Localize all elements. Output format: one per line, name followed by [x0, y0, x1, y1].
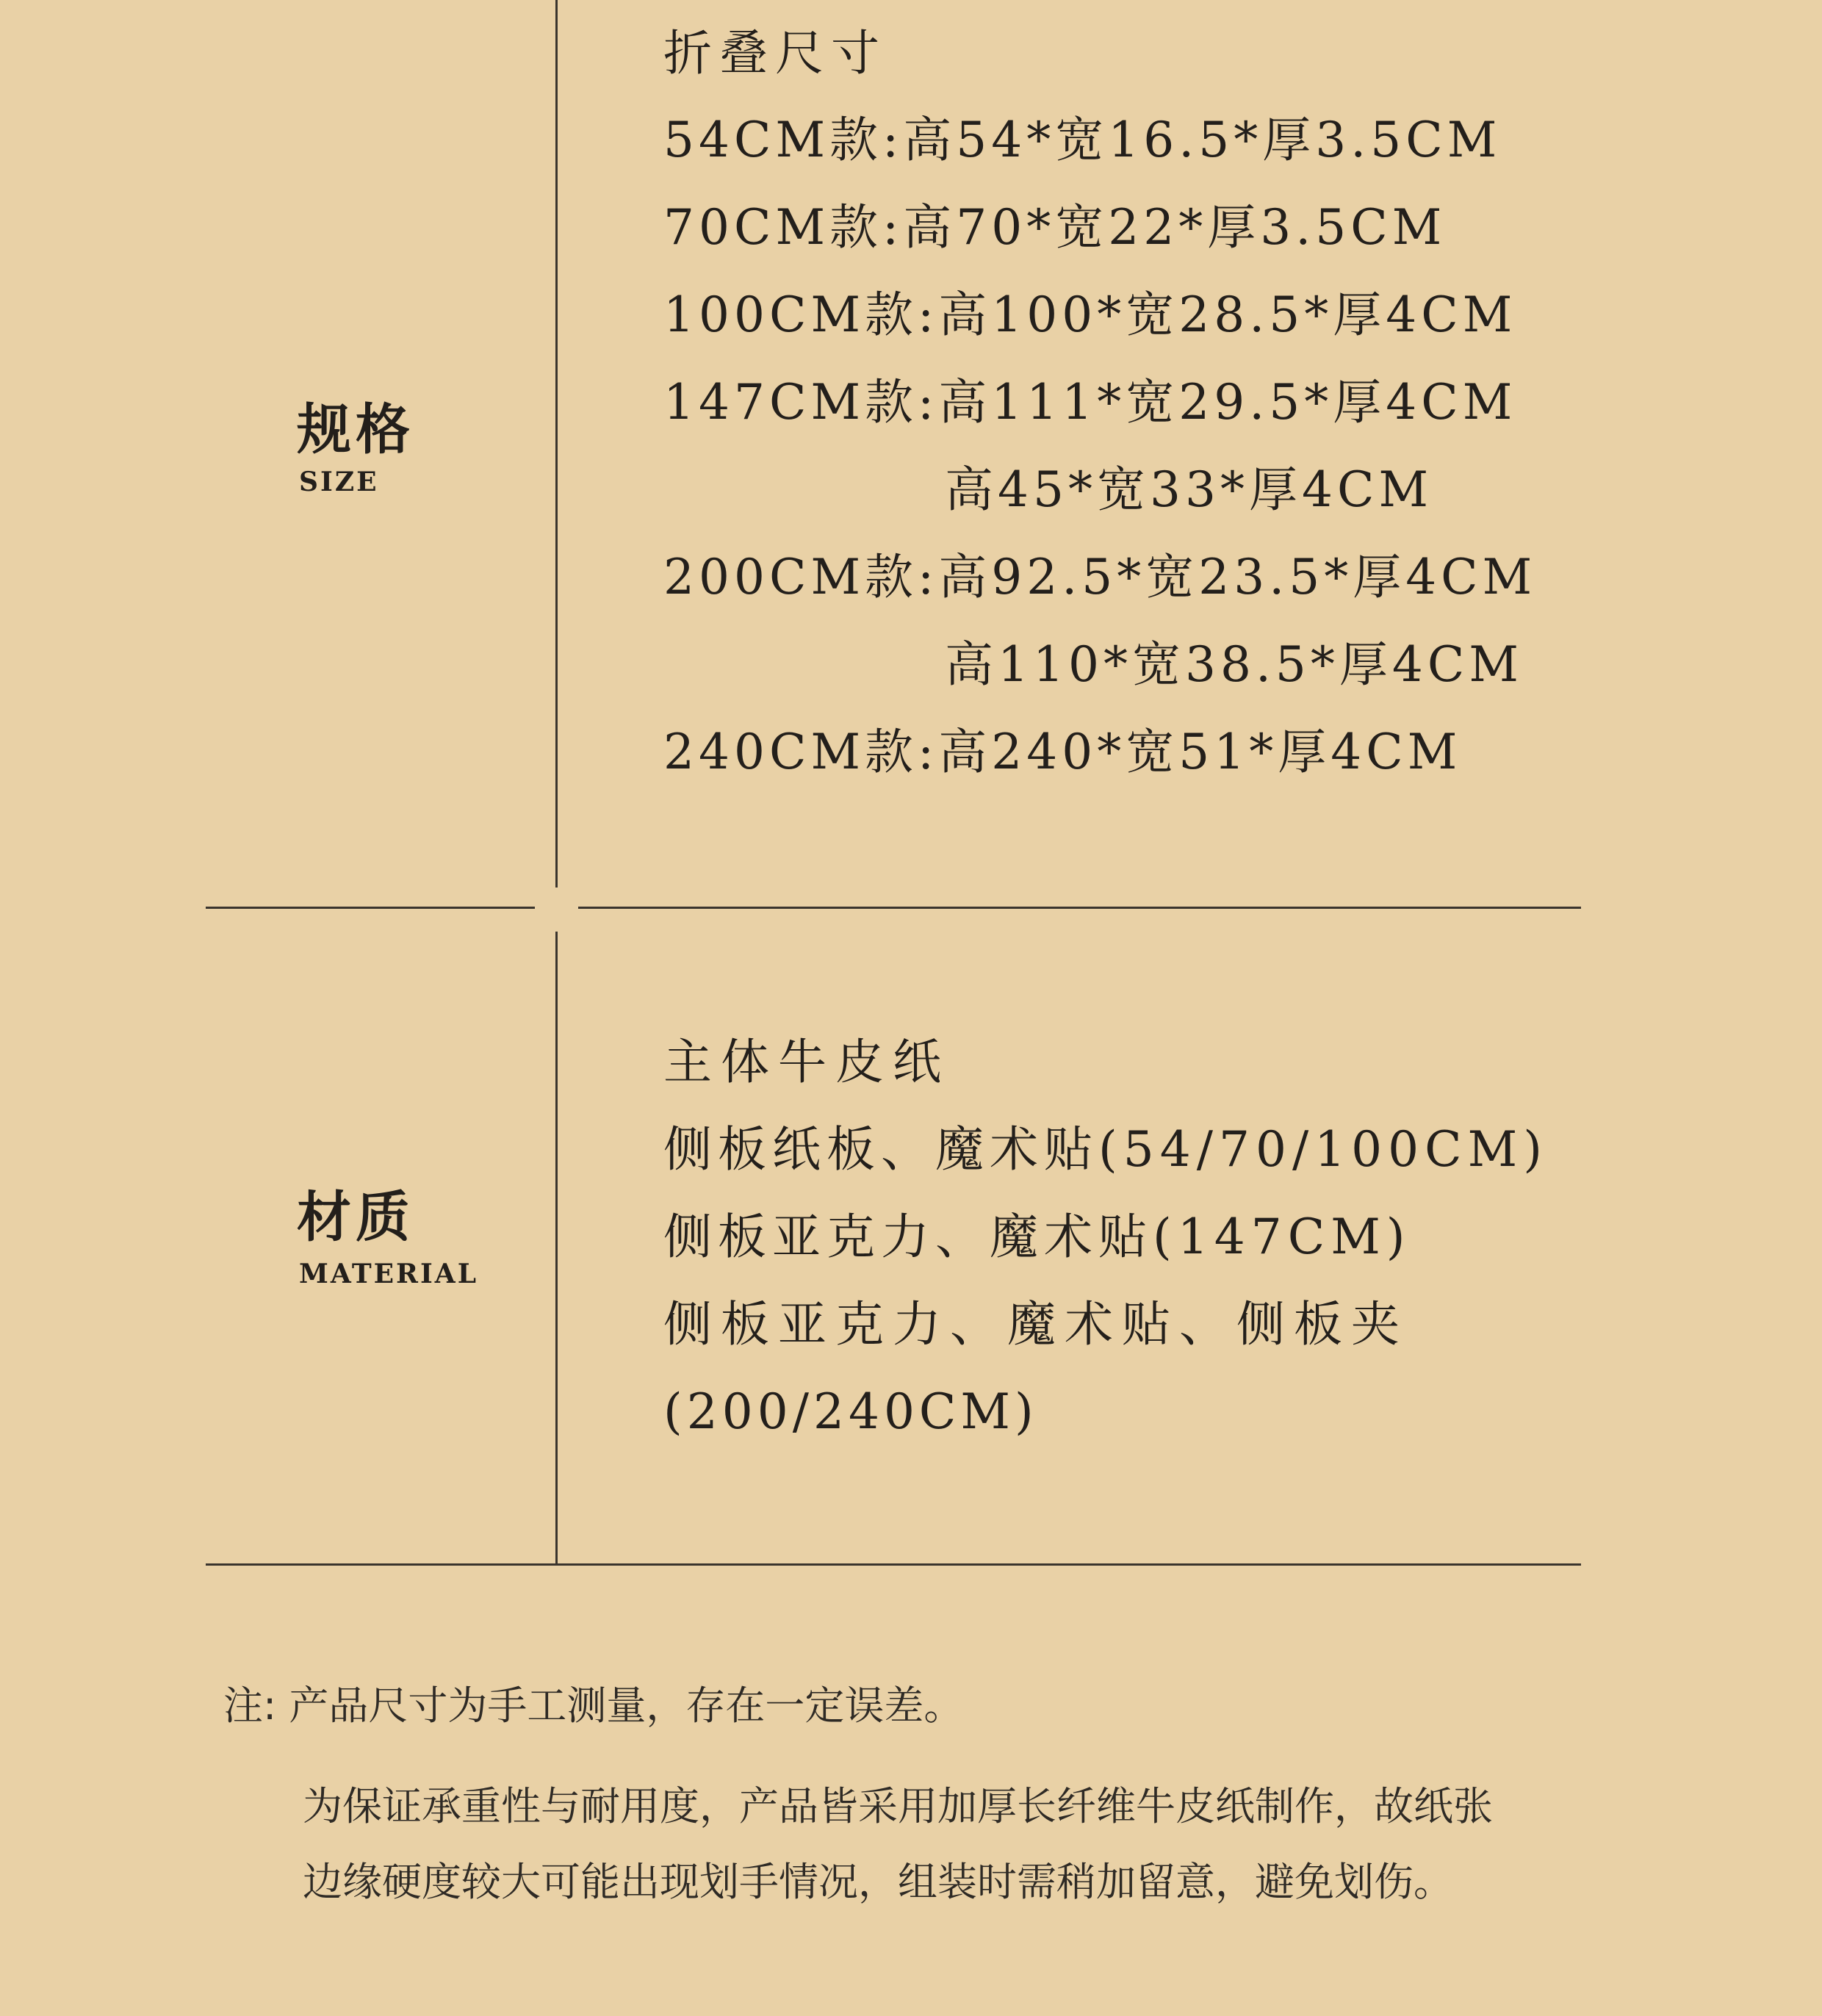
note-line-1: 注: 产品尺寸为手工测量，存在一定误差。 [223, 1682, 964, 1729]
size-heading: 折叠尺寸 [663, 25, 887, 82]
note-line-3: 边缘硬度较大可能出现划手情况，组装时需稍加留意，避免划伤。 [303, 1859, 1453, 1905]
material-row-5: (200/240CM) [663, 1383, 1038, 1440]
material-label: 材质 [297, 1186, 414, 1249]
size-row-200a: 200CM款:高92.5*宽23.5*厚4CM [663, 549, 1537, 605]
size-row-70: 70CM款:高70*宽22*厚3.5CM [663, 199, 1447, 256]
size-row-100: 100CM款:高100*宽28.5*厚4CM [663, 287, 1517, 343]
size-row-147b: 高45*宽33*厚4CM [945, 461, 1433, 518]
size-row-200b: 高110*宽38.5*厚4CM [945, 636, 1523, 693]
material-divider-vertical [555, 932, 558, 1565]
section-divider-left [206, 907, 535, 909]
material-row-3: 侧板亚克力、魔术贴(147CM) [663, 1209, 1411, 1265]
size-row-240: 240CM款:高240*宽51*厚4CM [663, 724, 1462, 780]
size-row-54: 54CM款:高54*宽16.5*厚3.5CM [663, 112, 1502, 168]
material-row-2: 侧板纸板、魔术贴(54/70/100CM) [663, 1121, 1548, 1178]
material-label-en: MATERIAL [299, 1259, 479, 1289]
table-bottom-divider [206, 1563, 1581, 1566]
material-row-1: 主体牛皮纸 [663, 1034, 950, 1090]
section-divider-right [578, 907, 1581, 909]
note-line-2: 为保证承重性与耐用度，产品皆采用加厚长纤维牛皮纸制作，故纸张 [303, 1783, 1493, 1829]
size-row-147a: 147CM款:高111*宽29.5*厚4CM [663, 374, 1517, 431]
size-label: 规格 [297, 398, 414, 461]
material-row-4: 侧板亚克力、魔术贴、侧板夹 [663, 1296, 1408, 1353]
size-divider-vertical [555, 0, 558, 888]
size-label-en: SIZE [299, 467, 379, 497]
